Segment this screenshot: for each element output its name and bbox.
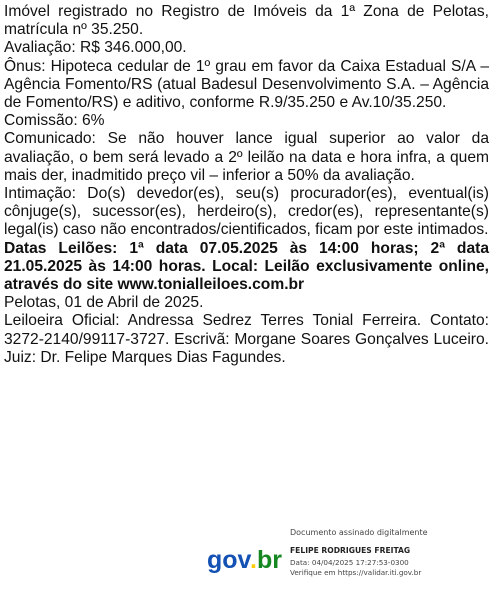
gov-logo-text: gov	[207, 546, 252, 574]
digital-signature-stamp	[206, 528, 486, 588]
appraisal-value: Avaliação: R$ 346.000,00.	[4, 39, 187, 57]
signature-header: Documento assinado digitalmente	[290, 528, 428, 537]
gov-br-logo	[206, 542, 288, 576]
br-logo-text	[250, 546, 282, 574]
encumbrance-paragraph: Ônus: Hipoteca cedular de 1º grau em favor da Caixa Estadual S/A – Agência Fomento/RS (atual Badesul Desenvolvimento S.A. – Agência de Fomento/RS) e aditivo, conforme R.9/35.250 e Av.10/35.250.	[4, 57, 489, 112]
document-body	[4, 3, 489, 367]
signer-name: FELIPE RODRIGUES FREITAG	[290, 546, 411, 555]
commission: Comissão: 6%	[4, 112, 105, 130]
verify-url: Verifique em https://validar.iti.gov.br	[290, 568, 422, 577]
notice-paragraph: Comunicado: Se não houver lance igual superior ao valor da avaliação, o bem será levado a 2º leilão na data e hora infra, a quem mais der, inadmitido preço vil – inferior a 50% da avaliação.	[4, 130, 489, 184]
signature-date: Data: 04/04/2025 17:27:53-0300	[290, 558, 409, 567]
br-logo-dot: .	[250, 546, 257, 574]
officials-paragraph: Leiloeira Oficial: Andressa Sedrez Terres Tonial Ferreira. Contato: 3272-2140/99117-3727. Escrivã: Morgane Soares Gonçalves Luceiro. Juiz: Dr. Felipe Marques Dias Fagundes.	[4, 312, 489, 366]
place-date: Pelotas, 01 de Abril de 2025.	[4, 294, 204, 312]
auction-dates: Datas Leilões: 1ª data 07.05.2025 às 14:00 horas; 2ª data 21.05.2025 às 14:00 horas. Local: Leilão exclusivamente online, através do site www.tonialleiloes.com.br	[4, 239, 489, 294]
property-registration: Imóvel registrado no Registro de Imóveis da 1ª Zona de Pelotas, matrícula nº 35.250.	[4, 3, 489, 39]
summons-paragraph: Intimação: Do(s) devedor(es), seu(s) procurador(es), eventual(is) cônjuge(s), sucessor(es), herdeiro(s), credor(es), representante(s) legal(is) caso não encontrados/cientificados, ficam por este intimados.	[4, 185, 489, 239]
br-logo-letters: br	[256, 546, 282, 574]
